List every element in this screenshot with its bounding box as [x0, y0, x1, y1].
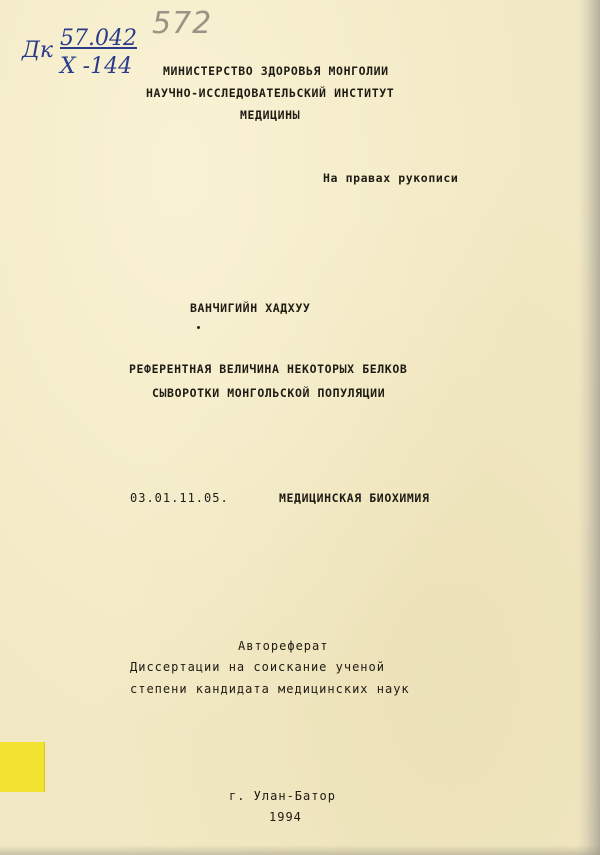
footer-year: 1994 — [269, 810, 302, 824]
ink-speck — [197, 326, 200, 329]
shelf-mark-bottom: X -144 — [60, 54, 133, 79]
handwritten-dk-mark: Дк — [22, 38, 54, 63]
pencil-number: 572 — [152, 6, 213, 41]
title-line2: СЫВОРОТКИ МОНГОЛЬСКОЙ ПОПУЛЯЦИИ — [152, 386, 386, 400]
header-institute-line1: НАУЧНО-ИССЛЕДОВАТЕЛЬСКИЙ ИНСТИТУТ — [146, 86, 395, 100]
author-name: ВАНЧИГИЙН ХАДХУУ — [190, 301, 311, 315]
specialty-code: 03.01.11.05. — [130, 491, 229, 505]
manuscript-note: На правах рукописи — [323, 171, 459, 185]
footer-city: г. Улан-Батор — [229, 789, 336, 803]
header-ministry: МИНИСТЕРСТВО ЗДОРОВЬЯ МОНГОЛИИ — [163, 64, 389, 78]
page-edge-shadow-right — [578, 0, 600, 855]
title-line1: РЕФЕРЕНТНАЯ ВЕЛИЧИНА НЕКОТОРЫХ БЕЛКОВ — [129, 362, 408, 376]
abstract-label: Автореферат — [238, 639, 329, 653]
abstract-line1: Диссертации на соискание ученой — [130, 660, 385, 674]
header-institute-line2: МЕДИЦИНЫ — [240, 108, 301, 122]
page-edge-shadow-bottom — [0, 845, 600, 855]
shelf-mark-top: 57.042 — [60, 26, 137, 51]
specialty-name: МЕДИЦИНСКАЯ БИОХИМИЯ — [279, 491, 430, 505]
abstract-line2: степени кандидата медицинских наук — [130, 682, 410, 696]
library-sticker — [0, 742, 45, 792]
